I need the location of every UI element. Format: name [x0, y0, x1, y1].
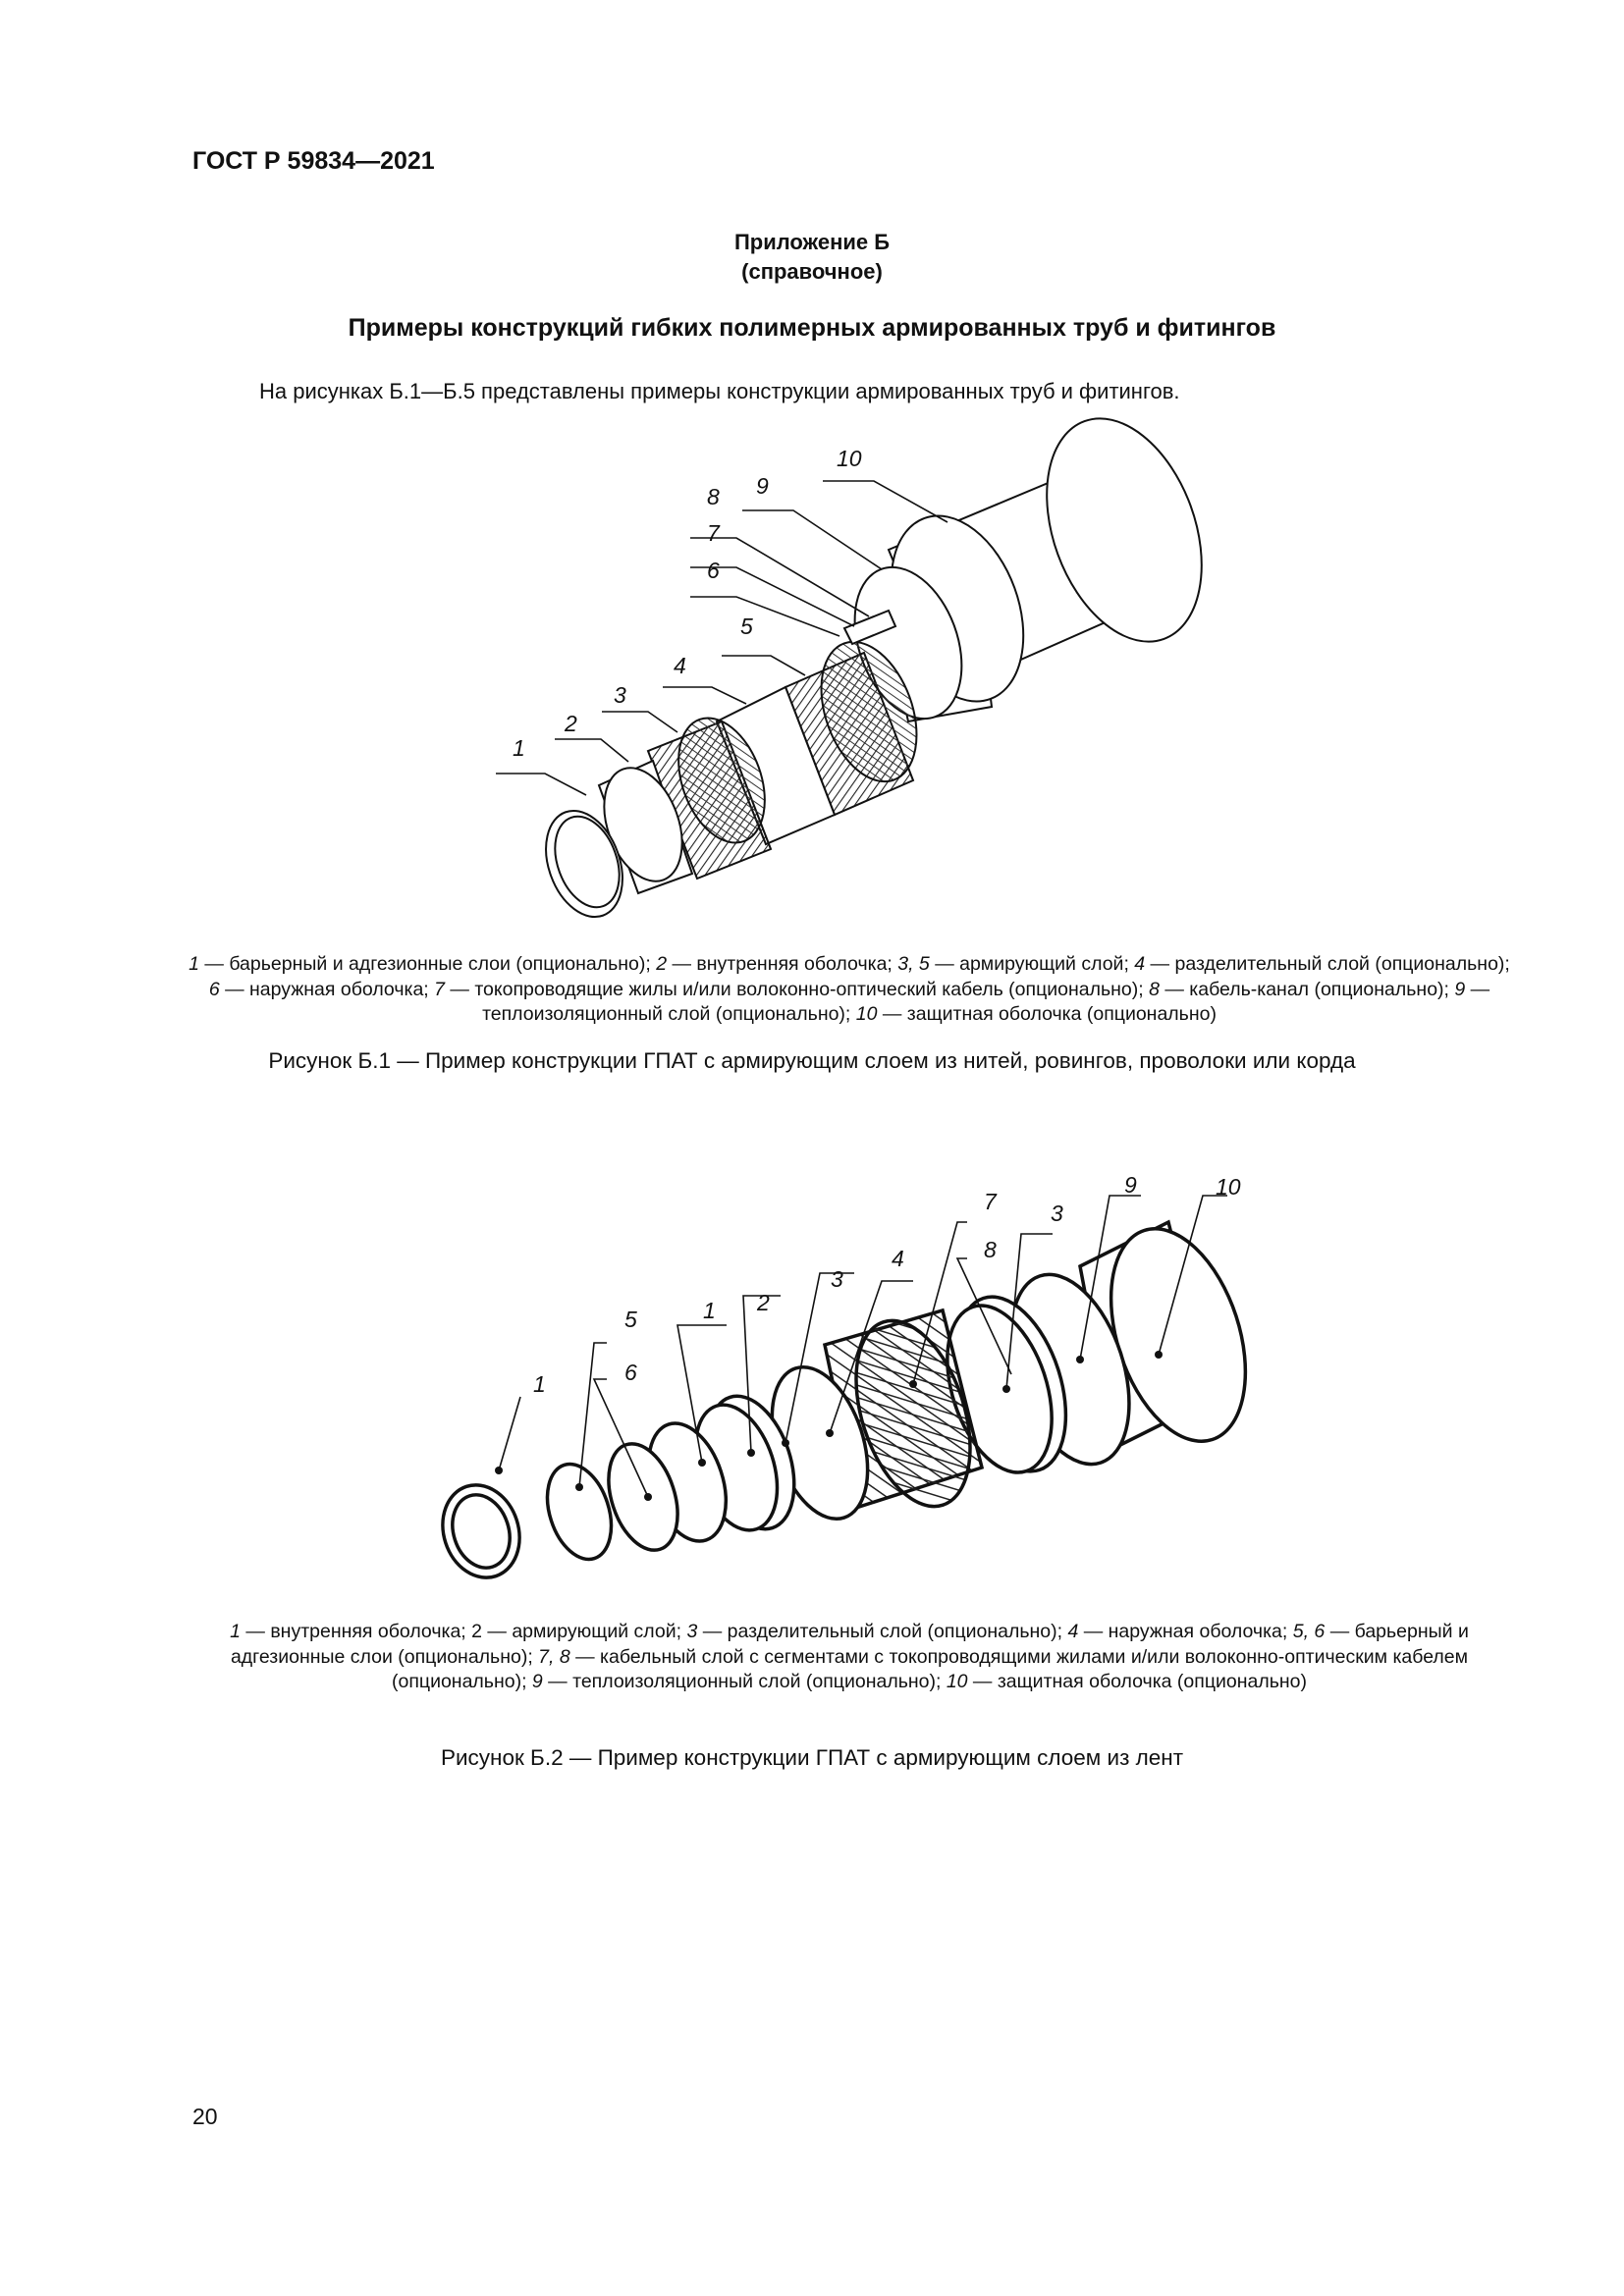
fig1-callout-8: 8: [707, 484, 720, 509]
figure-1-legend: 1 — барьерный и адгезионные слои (опционально); 2 — внутренняя оболочка; 3, 5 — армирующий слой; 4 — разделительный слой (опционально); 6 — наружная оболочка; 7 — токопроводящие жилы и/или волоконно-оптический кабель (опционально); 8 — кабель-канал (опционально); 9 — теплоизоляционный слой (опционально); 10 — защитная оболочка (опционально): [189, 953, 1510, 1025]
fig1-callout-1: 1: [513, 735, 525, 761]
fig2-callout-2: 2: [757, 1290, 770, 1315]
section-title: Примеры конструкций гибких полимерных армированных труб и фитингов: [348, 314, 1276, 342]
fig2-callout-10: 10: [1216, 1174, 1241, 1200]
fig2-callout-9: 9: [1124, 1172, 1137, 1198]
fig1-callout-2: 2: [565, 711, 577, 736]
figure-1-caption: Рисунок Б.1 — Пример конструкции ГПАТ с армирующим слоем из нитей, ровингов, проволоки или корда: [268, 1048, 1356, 1073]
intro-paragraph: На рисунках Б.1—Б.5 представлены примеры конструкции армированных труб и фитингов.: [259, 379, 1180, 403]
fig2-callout-4: 4: [892, 1246, 904, 1271]
fig1-callout-9: 9: [756, 473, 769, 499]
fig2-callout-3: 3: [831, 1266, 843, 1292]
fig1-callout-10: 10: [837, 446, 862, 471]
fig1-callout-5: 5: [740, 614, 753, 639]
figure-2-legend: 1 — внутренняя оболочка; 2 — армирующий слой; 3 — разделительный слой (опционально); 4 — наружная оболочка; 5, 6 — барьерный и адгезионные слои (опционально); 7, 8 — кабельный слой с сегментами с токопроводящими жилами и/или волоконно-оптическим кабелем (опционально); 9 — теплоизоляционный слой (опционально); 10 — защитная оболочка (опционально): [230, 1621, 1469, 1692]
appendix-status: (справочное): [741, 259, 883, 284]
fig2-callout-7: 7: [984, 1189, 997, 1214]
appendix-title: Приложение Б: [733, 230, 891, 254]
fig1-callout-4: 4: [674, 653, 686, 678]
fig2-callout-6: 6: [624, 1360, 637, 1385]
page-number: 20: [192, 2104, 218, 2129]
fig1-callout-7: 7: [707, 520, 720, 546]
fig2-callout-8: 8: [984, 1237, 997, 1262]
fig2-callout-1b: 1: [703, 1298, 716, 1323]
fig2-callout-3b: 3: [1051, 1201, 1063, 1226]
fig1-callout-3: 3: [614, 682, 626, 708]
standard-header: ГОСТ Р 59834—2021: [192, 147, 435, 175]
fig1-callout-6: 6: [707, 558, 720, 583]
fig2-callout-1: 1: [533, 1371, 546, 1397]
fig2-callout-5: 5: [624, 1307, 637, 1332]
figure-2-caption: Рисунок Б.2 — Пример конструкции ГПАТ с армирующим слоем из лент: [440, 1745, 1184, 1770]
